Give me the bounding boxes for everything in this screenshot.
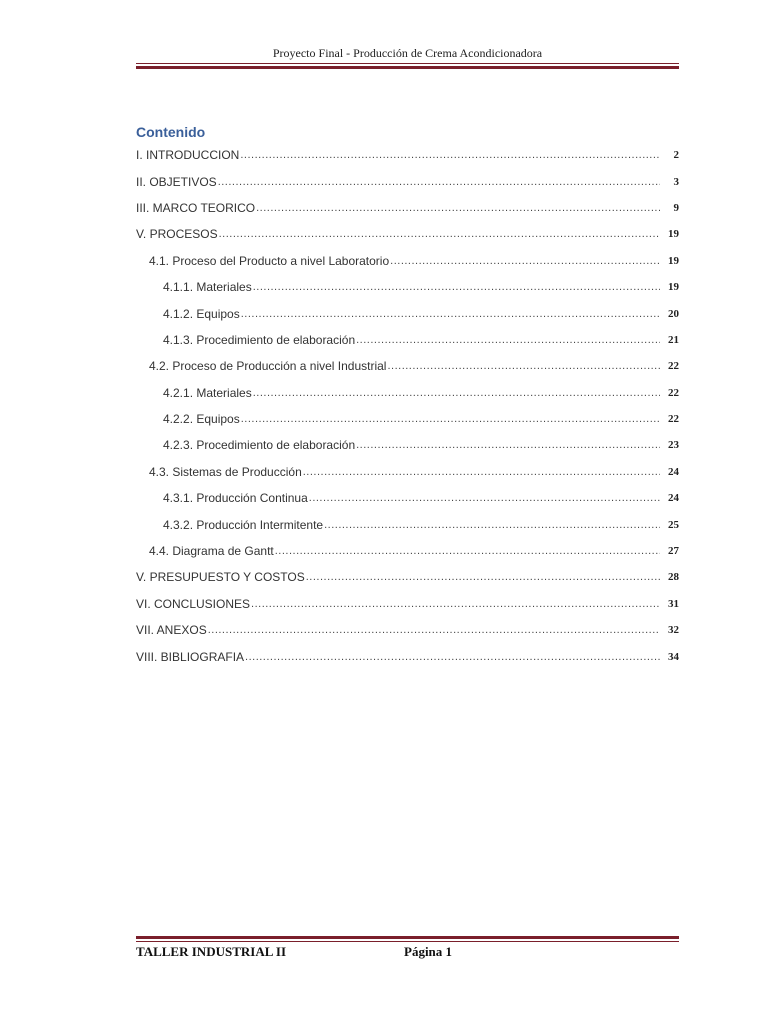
toc-entry[interactable]	[136, 485, 679, 511]
toc-entry-label: VII. ANEXOS	[136, 623, 207, 638]
toc-dot-leader	[306, 571, 660, 583]
toc-entry-label: 4.2.2. Equipos	[163, 412, 240, 427]
toc-entry-page: 28	[668, 571, 679, 584]
toc-entry-page: 3	[673, 175, 679, 188]
toc-entry-label: 4.2.3. Procedimiento de elaboración	[163, 438, 356, 453]
toc-entry-page: 23	[668, 439, 679, 452]
toc-dot-leader	[324, 519, 660, 531]
toc-entry-label: II. OBJETIVOS	[136, 174, 217, 189]
toc-entry-page: 2	[673, 149, 679, 162]
toc-entry-label: V. PROCESOS	[136, 227, 218, 242]
toc-entry[interactable]	[136, 300, 679, 326]
toc-entry-label: I. INTRODUCCION	[136, 148, 240, 163]
toc-entry-page: 24	[668, 492, 679, 505]
toc-entry[interactable]	[136, 617, 679, 643]
toc-entry-label: 4.1. Proceso del Producto a nivel Laboratorio	[149, 253, 390, 268]
page-header-title: Proyecto Final - Producción de Crema Acondicionadora	[272, 46, 543, 60]
toc-entry-page: 22	[668, 360, 679, 373]
toc-dot-leader	[253, 387, 660, 399]
header-rule-bottom	[136, 66, 679, 69]
toc-entry-page: 19	[668, 254, 679, 267]
toc-dot-leader	[309, 492, 660, 504]
toc-dot-leader	[241, 308, 660, 320]
toc-entry[interactable]	[136, 432, 679, 458]
footer-rule-bottom	[136, 941, 679, 942]
table-of-contents	[136, 142, 679, 670]
toc-entry-label: VIII. BIBLIOGRAFIA	[136, 649, 245, 664]
toc-entry-page: 9	[673, 201, 679, 214]
toc-entry[interactable]	[136, 142, 679, 168]
toc-entry-label: 4.1.1. Materiales	[163, 280, 252, 295]
toc-entry[interactable]	[136, 248, 679, 274]
footer-page-number: Página 1	[404, 944, 453, 959]
toc-dot-leader	[356, 334, 660, 346]
toc-dot-leader	[251, 598, 660, 610]
toc-entry[interactable]	[136, 195, 679, 221]
toc-dot-leader	[208, 624, 660, 636]
header-rule-top	[136, 63, 679, 64]
toc-entry-label: 4.3. Sistemas de Producción	[149, 464, 302, 479]
toc-entry-page: 22	[668, 413, 679, 426]
toc-entry-page: 22	[668, 386, 679, 399]
toc-dot-leader	[245, 651, 660, 663]
toc-entry-page: 21	[668, 333, 679, 346]
toc-entry[interactable]	[136, 511, 679, 537]
toc-entry-page: 34	[668, 650, 679, 663]
toc-entry-page: 19	[668, 281, 679, 294]
toc-entry[interactable]	[136, 168, 679, 194]
footer-course-name: TALLER INDUSTRIAL II	[136, 944, 287, 959]
toc-dot-leader	[240, 149, 660, 161]
toc-entry[interactable]	[136, 380, 679, 406]
toc-entry[interactable]	[136, 327, 679, 353]
toc-entry-label: 4.4. Diagrama de Gantt	[149, 544, 274, 559]
toc-dot-leader	[390, 255, 660, 267]
toc-entry-page: 24	[668, 465, 679, 478]
toc-dot-leader	[303, 466, 660, 478]
toc-dot-leader	[387, 360, 660, 372]
toc-entry[interactable]	[136, 353, 679, 379]
toc-entry[interactable]	[136, 564, 679, 590]
toc-entry[interactable]	[136, 591, 679, 617]
toc-dot-leader	[356, 439, 660, 451]
toc-entry-page: 31	[668, 597, 679, 610]
toc-entry-label: 4.2. Proceso de Producción a nivel Industrial	[149, 359, 387, 374]
toc-entry-page: 32	[668, 624, 679, 637]
toc-entry[interactable]	[136, 406, 679, 432]
toc-entry-label: VI. CONCLUSIONES	[136, 596, 251, 611]
toc-dot-leader	[241, 413, 660, 425]
toc-entry[interactable]	[136, 538, 679, 564]
toc-entry-label: 4.1.2. Equipos	[163, 306, 240, 321]
toc-entry[interactable]	[136, 221, 679, 247]
toc-dot-leader	[219, 228, 660, 240]
toc-entry-label: 4.3.2. Producción Intermitente	[163, 517, 324, 532]
toc-dot-leader	[218, 176, 660, 188]
toc-entry-label: V. PRESUPUESTO Y COSTOS	[136, 570, 305, 585]
toc-heading: Contenido	[136, 124, 206, 140]
toc-entry-label: 4.1.3. Procedimiento de elaboración	[163, 332, 356, 347]
toc-entry-page: 19	[668, 228, 679, 241]
toc-entry[interactable]	[136, 643, 679, 669]
toc-entry-page: 20	[668, 307, 679, 320]
footer-rule-top	[136, 936, 679, 939]
toc-dot-leader	[275, 545, 660, 557]
toc-entry-label: III. MARCO TEORICO	[136, 200, 256, 215]
toc-entry-page: 25	[668, 518, 679, 531]
toc-entry[interactable]	[136, 459, 679, 485]
toc-entry-label: 4.2.1. Materiales	[163, 385, 252, 400]
toc-dot-leader	[256, 202, 660, 214]
toc-entry-page: 27	[668, 545, 679, 558]
toc-entry[interactable]	[136, 274, 679, 300]
toc-entry-label: 4.3.1. Producción Continua	[163, 491, 308, 506]
toc-dot-leader	[253, 281, 660, 293]
